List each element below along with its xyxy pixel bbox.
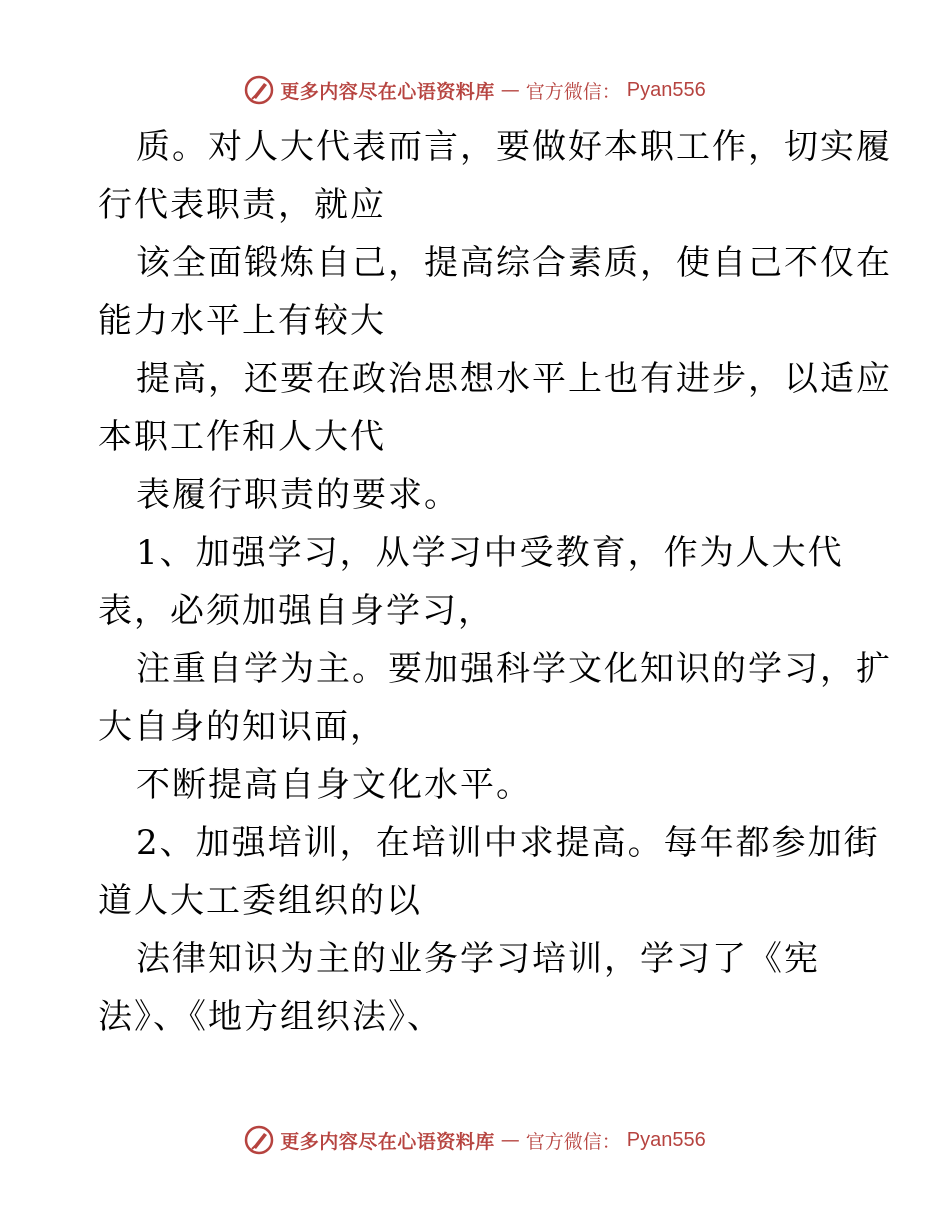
body-line: 本职工作和人大代: [98, 417, 386, 457]
body-line: 能力水平上有较大: [98, 301, 386, 341]
body-line: 不断提高自身文化水平。: [136, 765, 532, 805]
header-banner: [0, 70, 950, 110]
body-line: 2、加强培训，在培训中求提高。每年都参加街: [136, 823, 880, 863]
quill-pen-logo-icon: [244, 75, 274, 105]
header-slogan: 更多内容尽在心语资料库: [280, 80, 495, 103]
body-line: 法》、《地方组织法》、: [98, 997, 443, 1037]
body-line: 行代表职责，就应: [98, 185, 386, 225]
body-line: 法律知识为主的业务学习培训，学习了《宪: [136, 939, 820, 979]
body-line: 大自身的知识面，: [98, 707, 386, 747]
body-line: 该全面锻炼自己，提高综合素质，使自己不仅在: [136, 243, 892, 283]
header-wechat-id: Pyan556: [626, 78, 706, 101]
body-line: 1、加强学习，从学习中受教育，作为人大代: [136, 533, 844, 573]
body-line: 注重自学为主。要加强科学文化知识的学习，扩: [136, 649, 892, 689]
footer-banner: [0, 1120, 950, 1160]
header-dash: —: [500, 79, 520, 101]
header-wechat-label: 官方微信：: [525, 80, 621, 103]
document-body: [98, 118, 892, 1046]
body-line: 道人大工委组织的以: [98, 881, 422, 921]
footer-wechat-id: Pyan556: [626, 1128, 706, 1151]
body-line: 表履行职责的要求。: [136, 475, 460, 515]
footer-dash: —: [500, 1129, 520, 1151]
footer-slogan: 更多内容尽在心语资料库: [280, 1130, 495, 1153]
quill-pen-logo-icon: [244, 1125, 274, 1155]
body-line: 表，必须加强自身学习，: [98, 591, 494, 631]
footer-wechat-label: 官方微信：: [525, 1130, 621, 1153]
body-line: 提高，还要在政治思想水平上也有进步，以适应: [136, 359, 892, 399]
body-line: 质。对人大代表而言，要做好本职工作，切实履: [136, 127, 892, 167]
